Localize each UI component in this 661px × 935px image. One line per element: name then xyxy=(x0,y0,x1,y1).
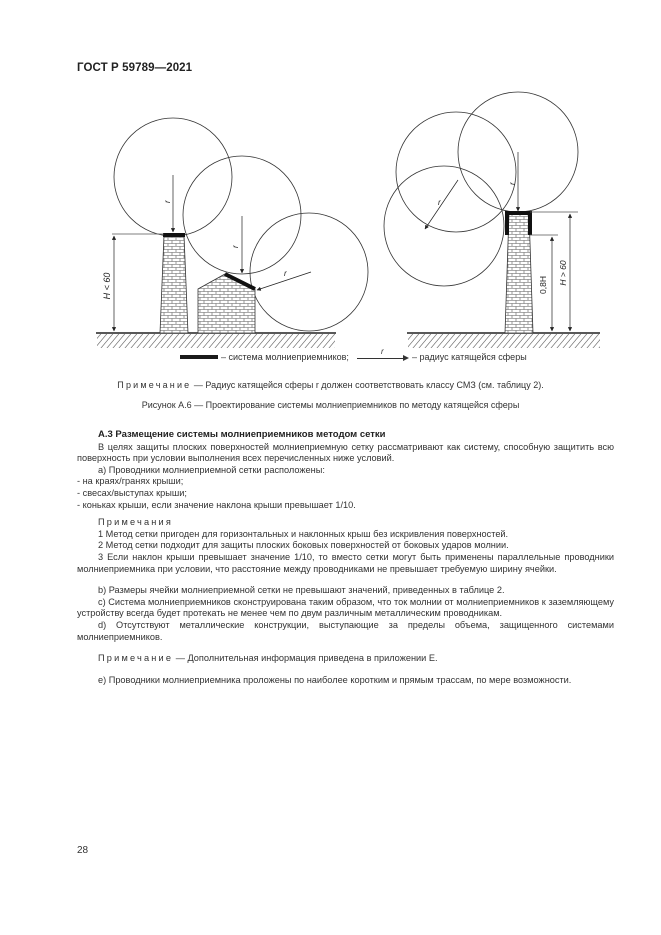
page-number: 28 xyxy=(77,845,89,856)
air-termination xyxy=(163,233,185,237)
rolling-sphere xyxy=(250,213,368,331)
dimension-label-total: H > 60 xyxy=(558,260,568,286)
right-diagram xyxy=(384,92,600,348)
section-heading: А.3 Размещение системы молниеприемников методом сетки xyxy=(98,429,386,440)
legend-system-label: – система молниеприемников; xyxy=(221,352,349,362)
document-header: ГОСТ Р 59789—2021 xyxy=(77,62,193,74)
figure-legend xyxy=(180,347,527,362)
notes-heading: Примечания xyxy=(98,517,174,528)
figure-caption: Рисунок А.6 — Проектирование системы молниеприемников по методу катящейся сферы xyxy=(141,400,520,410)
svg-text:r: r xyxy=(231,245,240,248)
list-item: - свесах/выступах крыши; xyxy=(77,487,187,498)
list-item: e) Проводники молниеприемника проложены по наиболее коротким и прямым трассам, по мере возможности. xyxy=(98,674,572,685)
dimension-label-partial: 0,8H xyxy=(538,276,548,294)
figure-note: Примечание — Радиус катящейся сферы r должен соответствовать классу СМЗ (см. таблицу 2). xyxy=(117,380,544,390)
note-item: 2 Метод сетки подходит для защиты плоских боковых поверхностей от боковых ударов молнии. xyxy=(98,540,509,551)
list-item: d) Отсутствуют металлические конструкции, выступающие за пределы объема, защищенного системами молниеприемников. xyxy=(77,619,614,642)
list-item: a) Проводники молниеприемной сетки расположены: xyxy=(98,464,325,475)
chimney xyxy=(160,235,188,333)
list-item: - коньках крыши, если значение наклона крыши превышает 1/10. xyxy=(77,499,356,510)
svg-text:r: r xyxy=(438,198,441,207)
paragraph: В целях защиты плоских поверхностей молниеприемную сетку рассматривают как систему, способную защитить всю поверхность при условии выполнения всех перечисленных ниже условий. xyxy=(77,441,614,464)
radius-arrow-icon: r xyxy=(357,352,409,362)
rolling-sphere xyxy=(384,166,504,286)
svg-text:r: r xyxy=(284,269,287,278)
ground-hatch xyxy=(97,334,335,348)
ground-hatch xyxy=(408,334,600,348)
section-a3 xyxy=(77,429,614,686)
dimension-label: H < 60 xyxy=(102,272,112,300)
note-item: 1 Метод сетки пригоден для горизонтальных и наклонных крыш без искривления поверхностей. xyxy=(98,528,509,539)
note: Примечание — Дополнительная информация приведена в приложении Е. xyxy=(98,653,438,664)
legend-radius-label: – радиус катящейся сферы xyxy=(411,352,527,362)
list-item: c) Система молниеприемников сконструирована таким образом, что ток молнии от молниеприемников к заземляющему устройству всегда будет протекать не менее чем по двум различным металлическим проводникам. xyxy=(77,596,614,619)
svg-text:r: r xyxy=(508,182,517,185)
left-diagram xyxy=(96,118,368,348)
air-termination-legend-swatch xyxy=(180,355,218,359)
note-item: 3 Если наклон крыши превышает значение 1/10, то вместо сетки могут быть применены параллельные проводники молниеприемника при условии, что расстояние между проводниками не превышает требуемую ширину ячейки. xyxy=(77,551,614,574)
list-item: - на краях/гранях крыши; xyxy=(77,476,184,487)
rolling-sphere-figure xyxy=(0,0,661,380)
list-item: b) Размеры ячейки молниеприемной сетки не превышают значений, приведенных в таблице 2. xyxy=(98,585,505,596)
svg-text:r: r xyxy=(163,200,172,203)
rolling-sphere xyxy=(396,112,516,232)
